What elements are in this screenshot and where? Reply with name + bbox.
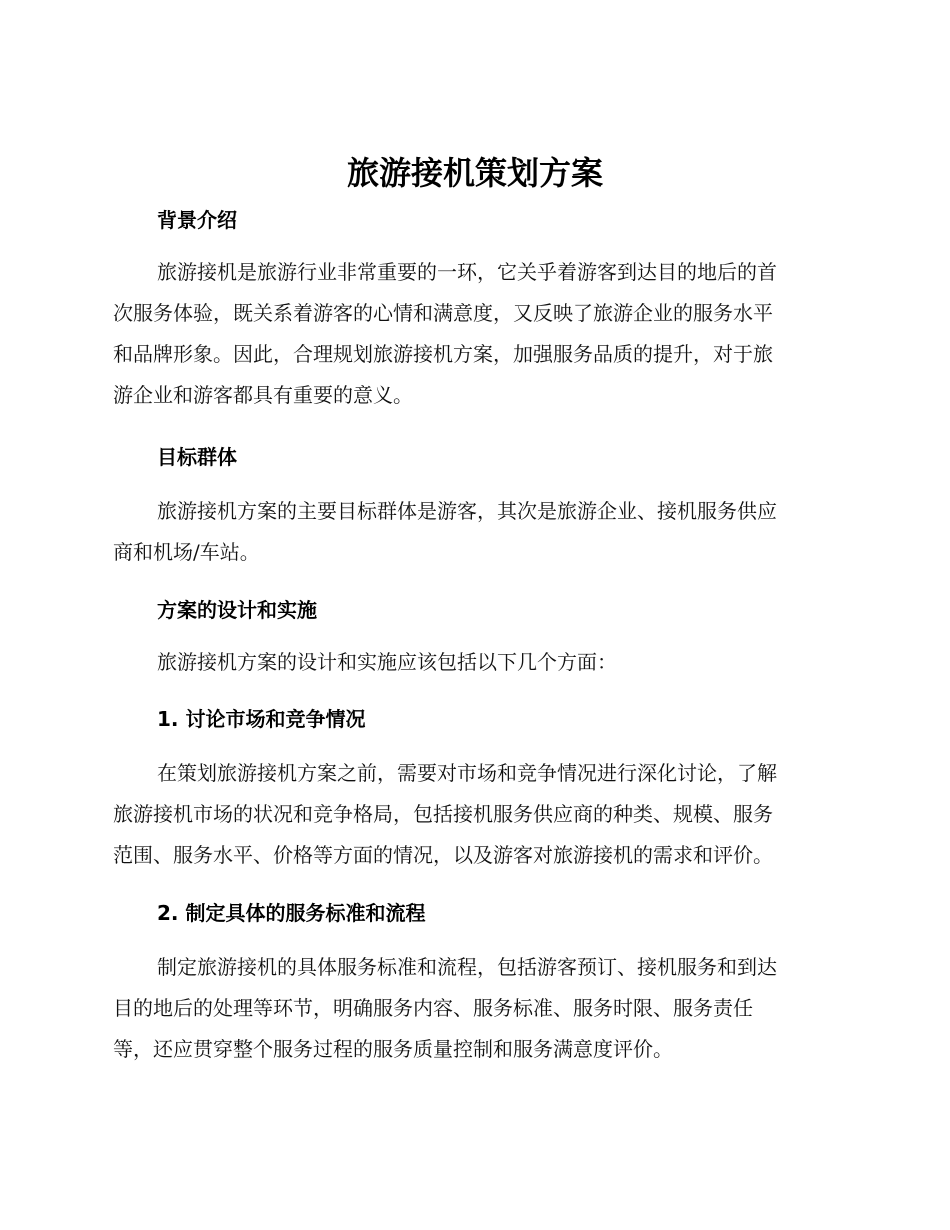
- paragraph-line: 旅游接机是旅游行业非常重要的一环，它关乎着游客到达目的地后的首: [157, 260, 777, 284]
- paragraph-background: [113, 252, 833, 416]
- document-title: 旅游接机策划方案: [346, 154, 603, 192]
- paragraph-line: 次服务体验，既关系着游客的心情和满意度，又反映了旅游企业的服务水平: [113, 301, 773, 325]
- section-heading-target: 目标群体: [157, 445, 237, 469]
- paragraph-target: [113, 491, 833, 573]
- paragraph-line: 等，还应贯穿整个服务过程的服务质量控制和服务满意度评价。: [113, 1037, 673, 1061]
- paragraph-line: 游企业和游客都具有重要的意义。: [113, 383, 413, 407]
- paragraph-line: 目的地后的处理等环节，明确服务内容、服务标准、服务时限、服务责任: [113, 996, 753, 1020]
- paragraph-line: 旅游接机市场的状况和竞争格局，包括接机服务供应商的种类、规模、服务: [113, 802, 773, 826]
- paragraph-line: 旅游接机方案的主要目标群体是游客，其次是旅游企业、接机服务供应: [157, 499, 777, 523]
- paragraph-line: 制定旅游接机的具体服务标准和流程，包括游客预订、接机服务和到达: [157, 955, 777, 979]
- section-heading-standards: 2. 制定具体的服务标准和流程: [157, 901, 426, 925]
- paragraph-line: 范围、服务水平、价格等方面的情况，以及游客对旅游接机的需求和评价。: [113, 843, 773, 867]
- paragraph-line: 商和机场/车站。: [113, 540, 260, 564]
- paragraph-standards: [113, 947, 833, 1070]
- paragraph-line: 旅游接机方案的设计和实施应该包括以下几个方面：: [157, 650, 617, 674]
- paragraph-line: 在策划旅游接机方案之前，需要对市场和竞争情况进行深化讨论，了解: [157, 761, 777, 785]
- section-heading-background: 背景介绍: [157, 208, 237, 232]
- paragraph-line: 和品牌形象。因此，合理规划旅游接机方案，加强服务品质的提升，对于旅: [113, 342, 773, 366]
- paragraph-design: [113, 642, 833, 683]
- section-heading-market: 1. 讨论市场和竞争情况: [157, 707, 366, 731]
- paragraph-market: [113, 753, 833, 876]
- section-heading-design: 方案的设计和实施: [157, 598, 317, 622]
